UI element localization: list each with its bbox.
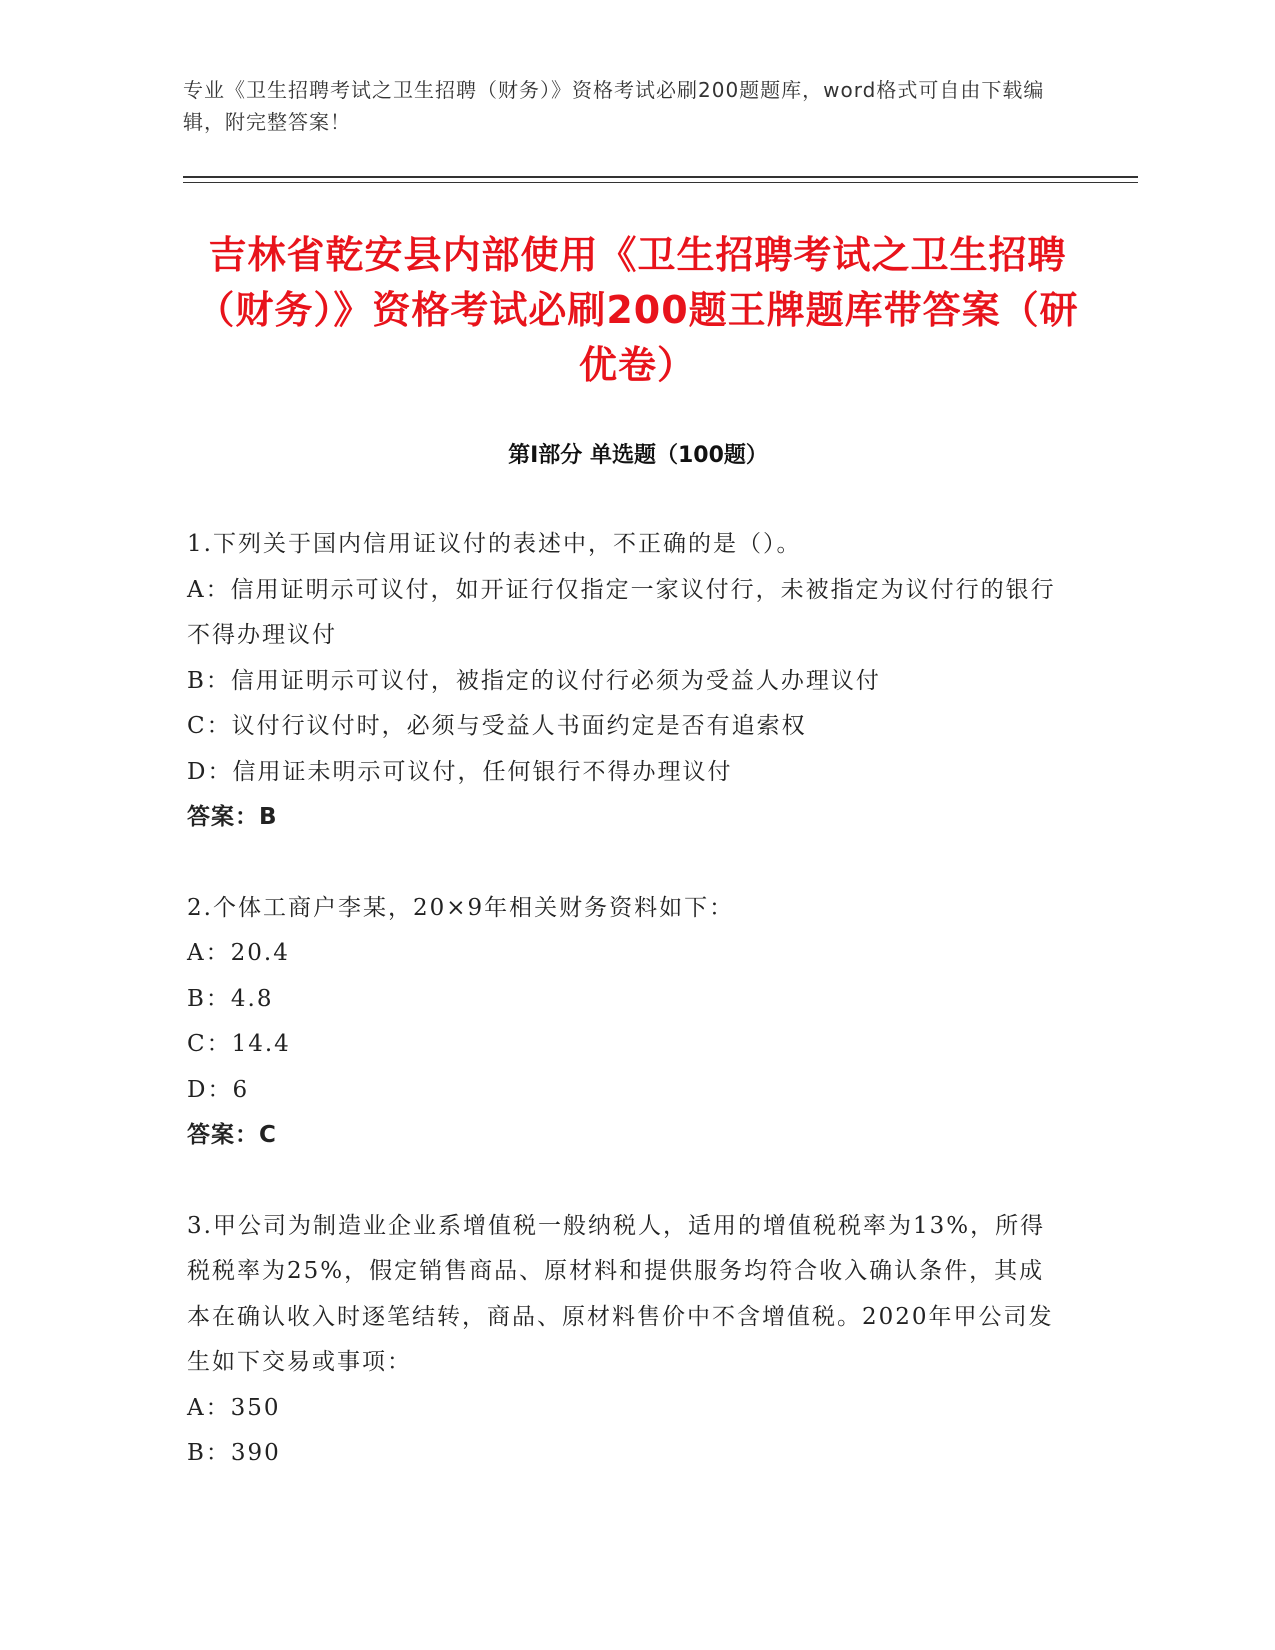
header-note: 专业《卫生招聘考试之卫生招聘（财务）》资格考试必刷200题题库，word格式可自由下载编辑，附完整答案！ (183, 78, 1045, 134)
option-c: C：议付行议付时，必须与受益人书面约定是否有追索权 (187, 713, 807, 739)
option-d: D：信用证未明示可议付，任何银行不得办理议付 (187, 758, 733, 785)
question-list (187, 522, 1067, 1522)
question-stem: 3.甲公司为制造业企业系增值税一般纳税人，适用的增值税税率为13%，所得税税率为25%，假定销售商品、原材料和提供服务均符合收入确认条件，其成本在确认收入时逐笔结转，商品、原材料售价中不含增值税。2020年甲公司发生如下交易或事项： (187, 1212, 1054, 1375)
option-a: A：信用证明示可议付，如开证行仅指定一家议付行，未被指定为议付行的银行不得办理议付 (187, 576, 1056, 648)
question-3 (187, 1204, 1067, 1477)
option-a: A：20.4 (187, 940, 290, 966)
section-title: 第Ⅰ部分 单选题（100题） (508, 443, 768, 468)
question-stem: 2.个体工商户李某，20×9年相关财务资料如下： (187, 894, 735, 921)
option-c: C：14.4 (187, 1031, 291, 1057)
header-divider (183, 176, 1138, 178)
answer-line: 答案：C (187, 1122, 277, 1148)
question-2 (187, 886, 1067, 1159)
question-1 (187, 522, 1067, 841)
option-b: B：信用证明示可议付，被指定的议付行必须为受益人办理议付 (187, 667, 881, 694)
question-stem: 1.下列关于国内信用证议付的表述中，不正确的是（）。 (187, 531, 802, 557)
option-b: B：390 (187, 1440, 281, 1466)
option-b: B：4.8 (187, 985, 274, 1012)
answer-line: 答案：B (187, 804, 278, 830)
header-divider-thin (183, 182, 1138, 183)
option-d: D：6 (187, 1076, 250, 1103)
option-a: A：350 (187, 1394, 281, 1421)
document-title: 吉林省乾安县内部使用《卫生招聘考试之卫生招聘（财务）》资格考试必刷200题王牌题库带答案（研优卷） (196, 233, 1079, 387)
